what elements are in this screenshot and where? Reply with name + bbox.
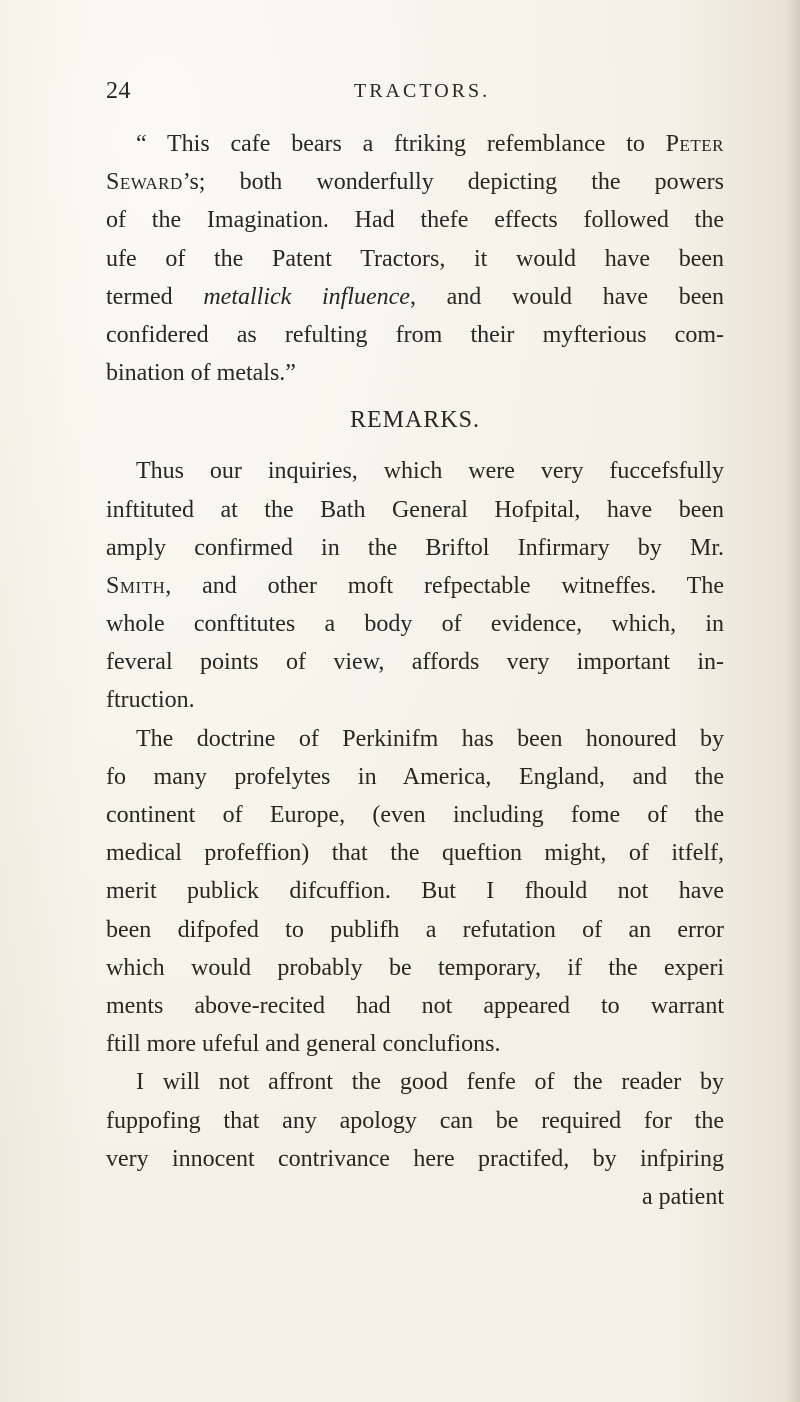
text-line: I will not affront the good fenfe of the reader by bbox=[136, 1069, 724, 1096]
text-line: bination of metals.” bbox=[106, 360, 296, 387]
text-line: Smith, and other moft refpectable witneffes. The bbox=[106, 572, 724, 599]
catchword: a patient bbox=[642, 1183, 724, 1210]
text-line: fuppofing that any apology can be required for the bbox=[106, 1107, 724, 1134]
text-line: Seward’s; both wonderfully depicting the powers bbox=[106, 169, 724, 196]
text-line: continent of Europe, (even including fome of the bbox=[106, 802, 724, 828]
text-line: inftituted at the Bath General Hofpital, have been bbox=[106, 496, 724, 523]
text-line: ftruction. bbox=[106, 687, 195, 714]
text-line: fo many profelytes in America, England, and the bbox=[106, 763, 724, 790]
section-heading: REMARKS. bbox=[349, 407, 481, 434]
name-seward: Seward bbox=[106, 169, 183, 196]
text-line: confidered as refulting from their myfterious com- bbox=[106, 321, 724, 348]
text-line: been difpofed to publifh a refutation of an error bbox=[106, 916, 724, 943]
text-line: “ This cafe bears a ftriking refemblance to Peter bbox=[136, 131, 724, 157]
page-number: 24 bbox=[106, 78, 131, 104]
text-line: amply confirmed in the Briftol Infirmary by Mr. bbox=[106, 534, 724, 561]
text-line: feveral points of view, affords very important in- bbox=[106, 649, 724, 676]
text-line: ments above-recited had not appeared to warrant bbox=[106, 992, 724, 1019]
italic-phrase: metallick influence bbox=[203, 283, 410, 310]
text-line: medical profeffion) that the queftion might, of itfelf, bbox=[106, 840, 724, 867]
name-peter: Peter bbox=[665, 131, 724, 157]
text-line: termed metallick influence, and would have been bbox=[106, 283, 724, 310]
page-header bbox=[106, 78, 696, 108]
text-line: of the Imagination. Had thefe effects followed the bbox=[106, 207, 724, 234]
page-edge-shadow bbox=[786, 0, 800, 1402]
text-line: which would probably be temporary, if the experi bbox=[106, 954, 724, 981]
body-text bbox=[106, 125, 724, 1216]
text-line: ftill more ufeful and general conclufions. bbox=[106, 1031, 501, 1058]
text-line: merit publick difcuffion. But I fhould not have bbox=[106, 878, 724, 905]
text-line: very innocent contrivance here practifed, by infpiring bbox=[106, 1145, 724, 1172]
text-line: ufe of the Patent Tractors, it would have been bbox=[106, 245, 724, 272]
text-line: The doctrine of Perkinifm has been honoured by bbox=[136, 725, 724, 752]
text-line: Thus our inquiries, which were very fuccefsfully bbox=[136, 458, 724, 485]
running-head: TRACTORS. bbox=[354, 80, 491, 102]
text-line: whole conftitutes a body of evidence, which, in bbox=[106, 611, 724, 638]
name-smith: Smith bbox=[106, 572, 166, 599]
